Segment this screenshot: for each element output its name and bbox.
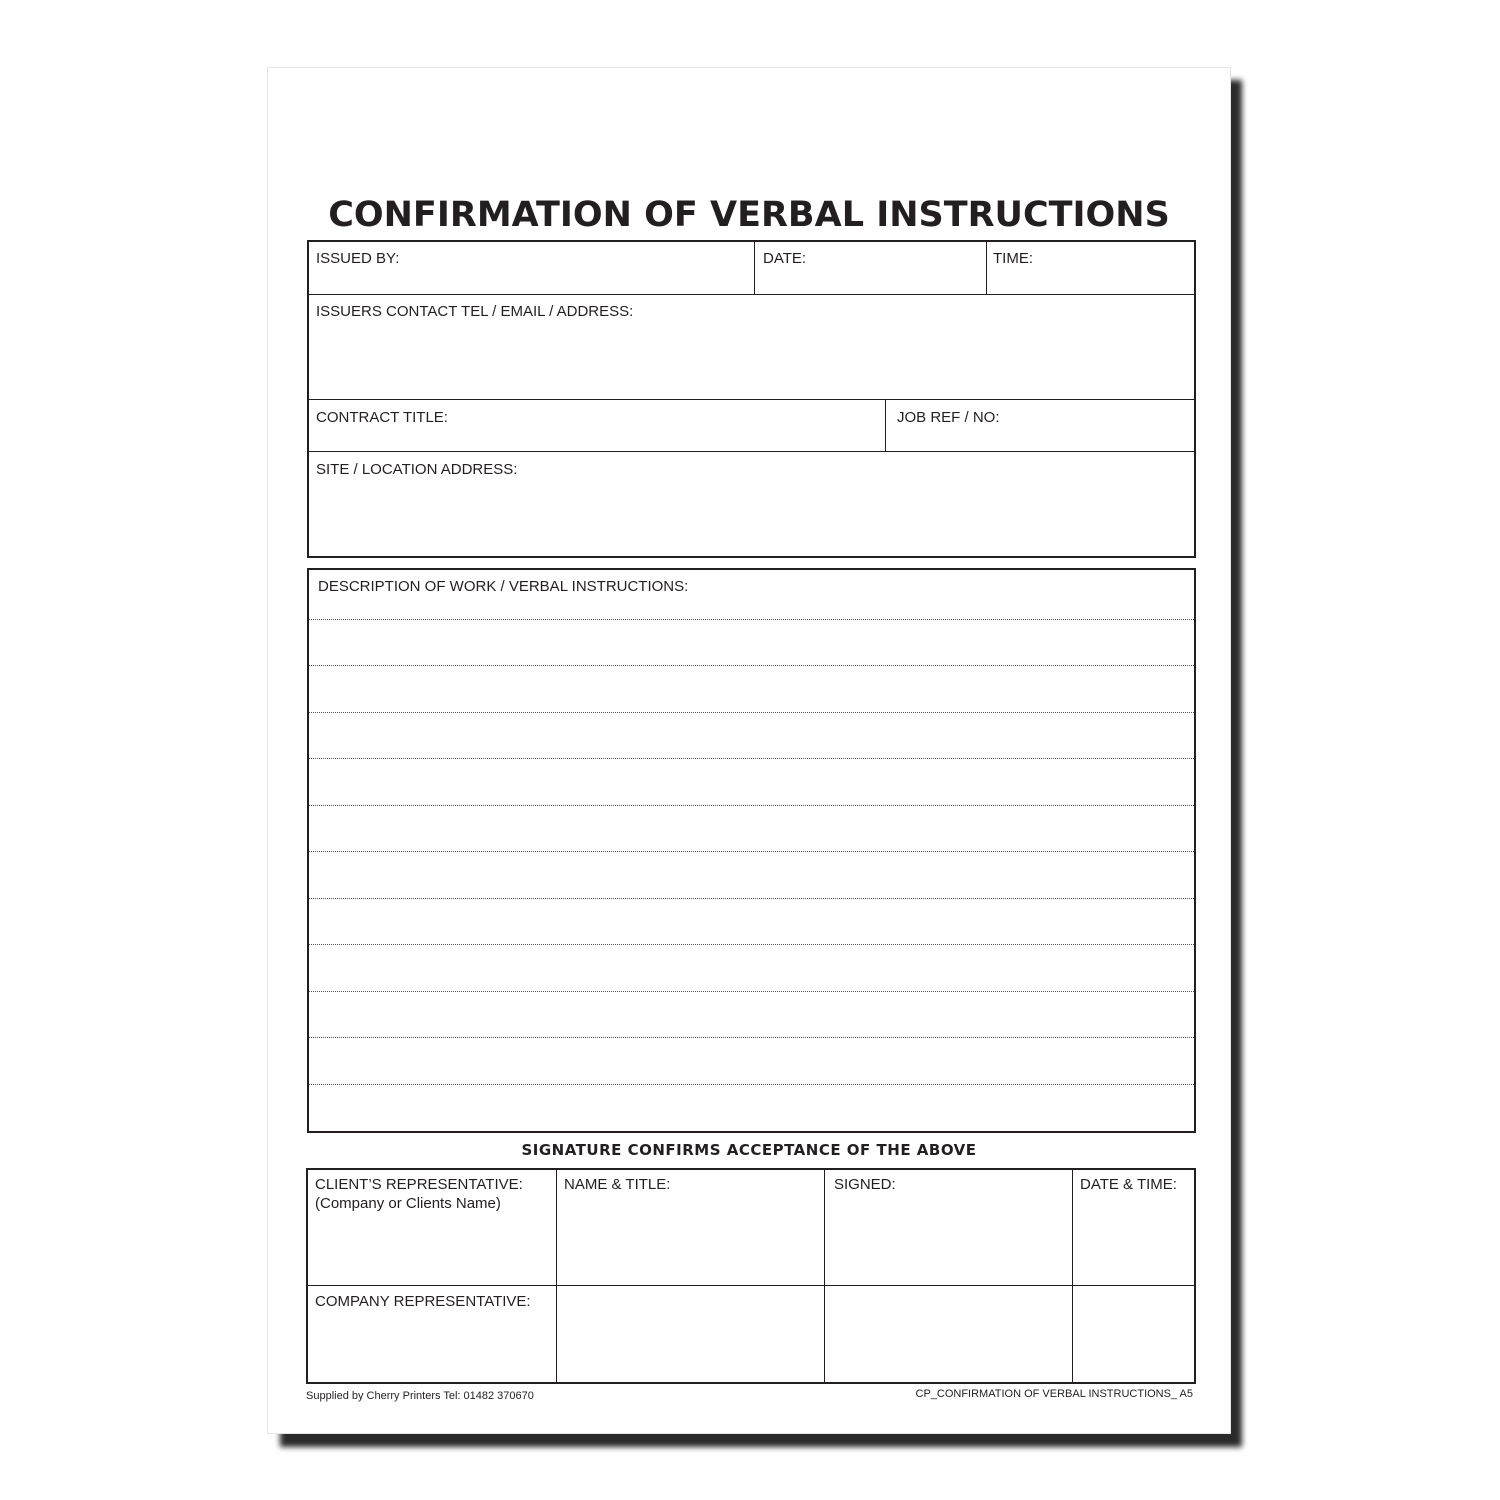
- company-rep-label: COMPANY REPRESENTATIVE:: [315, 1293, 531, 1310]
- date-time-field[interactable]: DATE & TIME:: [1080, 1176, 1177, 1193]
- client-rep-sublabel: (Company or Clients Name): [315, 1195, 501, 1212]
- form-sheet: [267, 67, 1231, 1434]
- divider: [1072, 1170, 1073, 1382]
- divider: [309, 294, 1194, 295]
- writing-line: [309, 805, 1194, 806]
- divider: [824, 1170, 825, 1382]
- writing-line: [309, 1037, 1194, 1038]
- form-title: CONFIRMATION OF VERBAL INSTRUCTIONS: [328, 195, 1170, 235]
- issued-by-field[interactable]: ISSUED BY:: [316, 250, 400, 267]
- supplier-text: Supplied by Cherry Printers Tel: 01482 370670: [306, 1390, 534, 1402]
- description-label: DESCRIPTION OF WORK / VERBAL INSTRUCTIONS:: [318, 578, 689, 595]
- writing-line: [309, 758, 1194, 759]
- divider: [308, 1285, 1194, 1286]
- name-title-field[interactable]: NAME & TITLE:: [564, 1176, 671, 1193]
- writing-line: [309, 944, 1194, 945]
- divider: [556, 1170, 557, 1382]
- divider: [754, 242, 755, 294]
- site-location-field[interactable]: SITE / LOCATION ADDRESS:: [316, 461, 518, 478]
- divider: [309, 399, 1194, 400]
- divider: [986, 242, 987, 294]
- job-ref-field[interactable]: JOB REF / NO:: [897, 409, 1000, 426]
- signature-heading: SIGNATURE CONFIRMS ACCEPTANCE OF THE ABOVE: [521, 1141, 977, 1159]
- divider: [885, 399, 886, 451]
- signed-field[interactable]: SIGNED:: [834, 1176, 896, 1193]
- writing-line: [309, 898, 1194, 899]
- divider: [309, 451, 1194, 452]
- writing-line: [309, 619, 1194, 620]
- writing-line: [309, 991, 1194, 992]
- writing-line: [309, 851, 1194, 852]
- description-box[interactable]: [307, 568, 1196, 1133]
- writing-line: [309, 1084, 1194, 1085]
- issuers-contact-field[interactable]: ISSUERS CONTACT TEL / EMAIL / ADDRESS:: [316, 303, 634, 320]
- writing-line: [309, 665, 1194, 666]
- client-rep-label: CLIENT’S REPRESENTATIVE:: [315, 1176, 523, 1193]
- date-field[interactable]: DATE:: [763, 250, 807, 267]
- form-code-text: CP_CONFIRMATION OF VERBAL INSTRUCTIONS_ A5: [915, 1388, 1193, 1400]
- details-box: [307, 240, 1196, 558]
- contract-title-field[interactable]: CONTRACT TITLE:: [316, 409, 448, 426]
- signature-box: [306, 1168, 1196, 1384]
- writing-line: [309, 712, 1194, 713]
- time-field[interactable]: TIME:: [993, 250, 1033, 267]
